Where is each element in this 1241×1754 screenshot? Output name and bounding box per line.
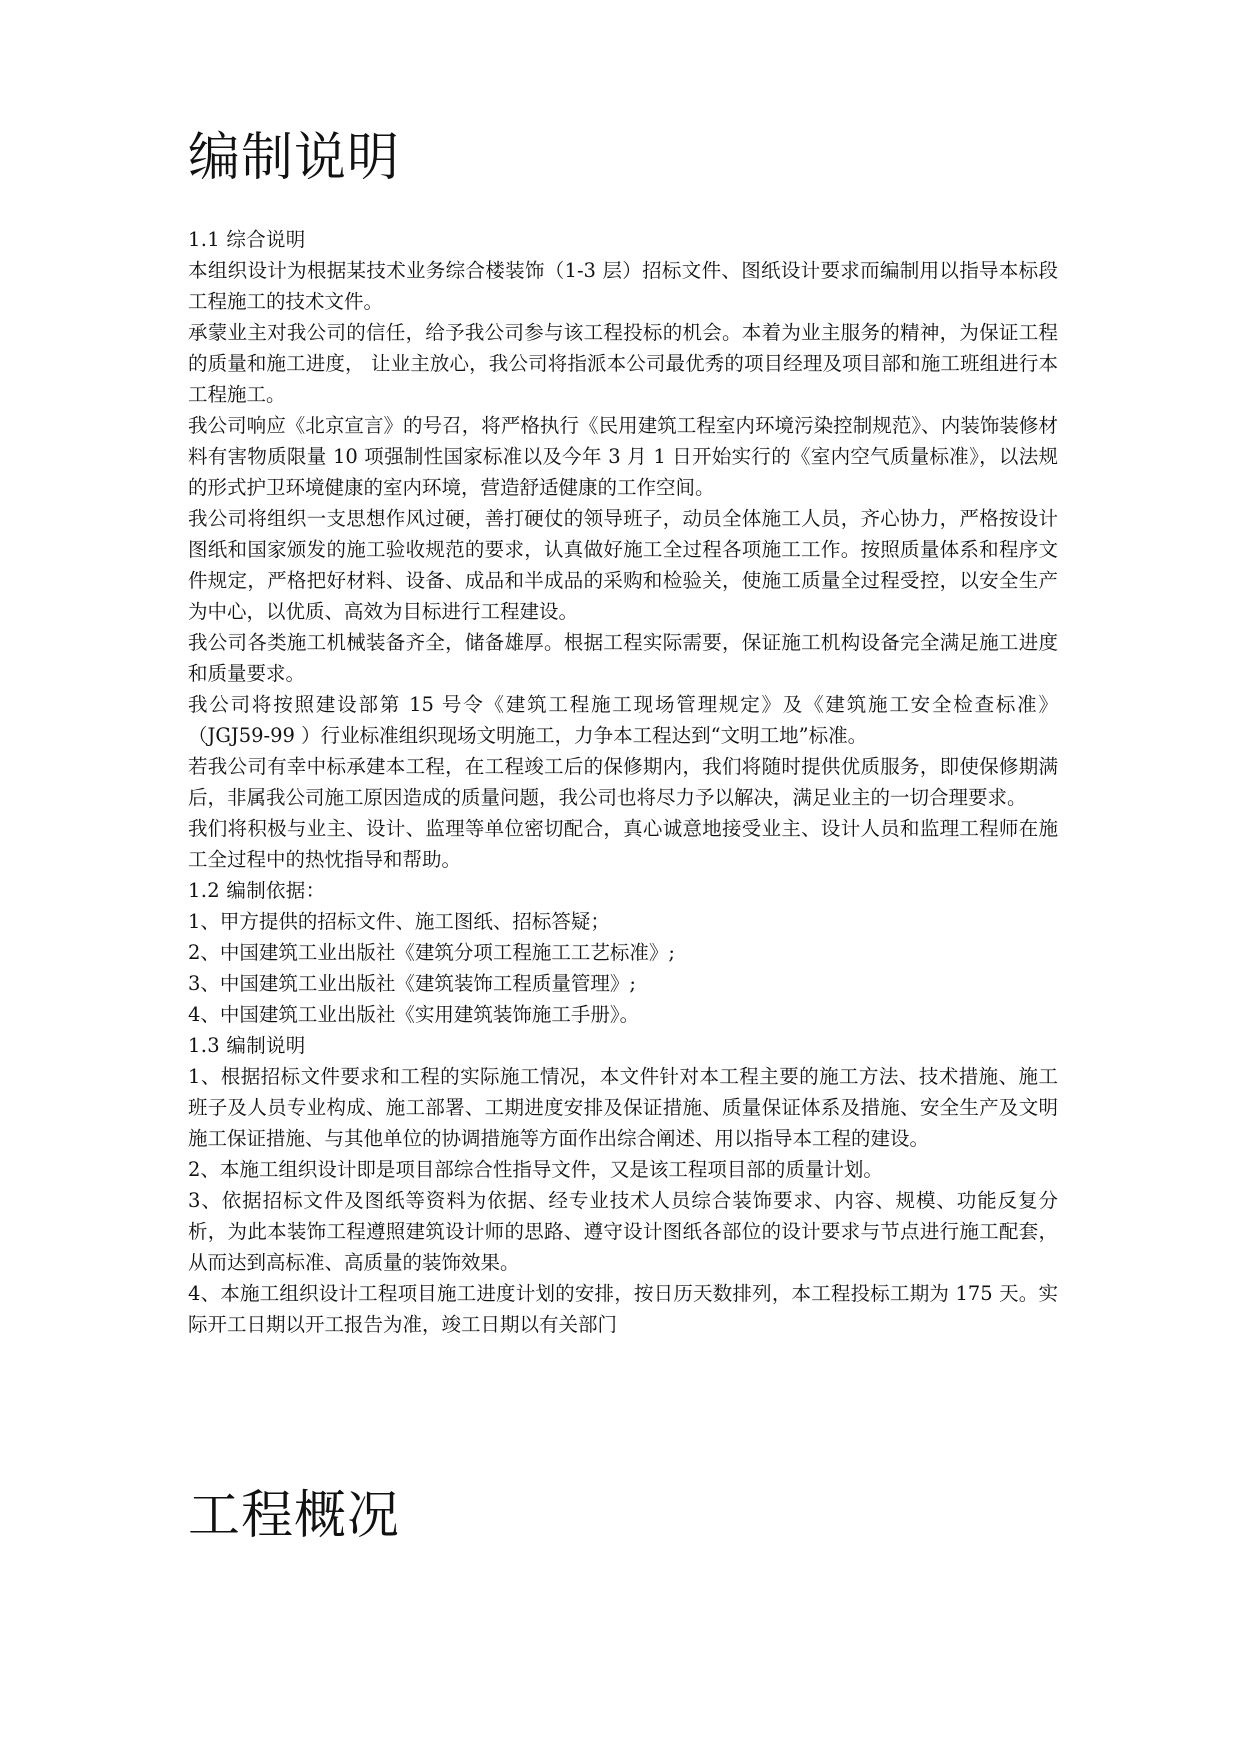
list-item: 3、依据招标文件及图纸等资料为依据、经专业技术人员综合装饰要求、内容、规模、功能反复分析，为此本装饰工程遵照建筑设计师的思路、遵守设计图纸各部位的设计要求与节点进行施工配套，从而达到高标准、高质量的装饰效果。 bbox=[188, 1189, 1058, 1274]
list-item: 2、中国建筑工业出版社《建筑分项工程施工工艺标准》; bbox=[188, 941, 675, 964]
subsection-heading: 1.3 编制说明 bbox=[188, 1034, 306, 1057]
list-item: 3、中国建筑工业出版社《建筑装饰工程质量管理》; bbox=[188, 972, 636, 995]
paragraph: 我公司将组织一支思想作风过硬，善打硬仗的领导班子，动员全体施工人员，齐心协力，严格按设计图纸和国家颁发的施工验收规范的要求，认真做好施工全过程各项施工工作。按照质量体系和程序文件规定，严格把好材料、设备、成品和半成品的采购和检验关，使施工质量全过程受控，以安全生产为中心，以优质、高效为目标进行工程建设。 bbox=[188, 507, 1058, 623]
paragraph: 我公司响应《北京宣言》的号召，将严格执行《民用建筑工程室内环境污染控制规范》、内装饰装修材料有害物质限量 10 项强制性国家标准以及今年 3 月 1 日开始实行的《室内空气质量标准》，以法规的形式护卫环境健康的室内环境，营造舒适健康的工作空间。 bbox=[188, 414, 1058, 499]
list-item: 2、本施工组织设计即是项目部综合性指导文件，又是该工程项目部的质量计划。 bbox=[188, 1158, 883, 1181]
list-item: 4、中国建筑工业出版社《实用建筑装饰施工手册》。 bbox=[188, 1003, 640, 1026]
subsection-heading: 1.2 编制依据： bbox=[188, 879, 326, 902]
document-body bbox=[188, 224, 1058, 1340]
section-heading-project-overview: 工程概况 bbox=[188, 1486, 401, 1546]
paragraph: 承蒙业主对我公司的信任，给予我公司参与该工程投标的机会。本着为业主服务的精神，为保证工程的质量和施工进度， 让业主放心，我公司将指派本公司最优秀的项目经理及项目部和施工班组进行本工程施工。 bbox=[188, 321, 1058, 406]
list-item: 1、甲方提供的招标文件、施工图纸、招标答疑； bbox=[188, 910, 610, 933]
paragraph: 我公司各类施工机械装备齐全，储备雄厚。根据工程实际需要，保证施工机构设备完全满足施工进度和质量要求。 bbox=[188, 631, 1058, 685]
paragraph: 本组织设计为根据某技术业务综合楼装饰（1-3 层）招标文件、图纸设计要求而编制用以指导本标段工程施工的技术文件。 bbox=[188, 259, 1058, 313]
section-heading-compilation-notes: 编制说明 bbox=[188, 128, 401, 188]
list-item: 4、本施工组织设计工程项目施工进度计划的安排，按日历天数排列，本工程投标工期为 175 天。实际开工日期以开工报告为准，竣工日期以有关部门 bbox=[188, 1282, 1058, 1336]
paragraph: 我公司将按照建设部第 15 号令《建筑工程施工现场管理规定》及《建筑施工安全检查标准》（JGJ59-99 ）行业标准组织现场文明施工，力争本工程达到“文明工地”标准。 bbox=[188, 693, 1058, 747]
subsection-heading: 1.1 综合说明 bbox=[188, 228, 306, 251]
list-item: 1、根据招标文件要求和工程的实际施工情况，本文件针对本工程主要的施工方法、技术措施、施工班子及人员专业构成、施工部署、工期进度安排及保证措施、质量保证体系及措施、安全生产及文明施工保证措施、与其他单位的协调措施等方面作出综合阐述、用以指导本工程的建设。 bbox=[188, 1065, 1058, 1150]
paragraph: 若我公司有幸中标承建本工程，在工程竣工后的保修期内，我们将随时提供优质服务，即使保修期满后，非属我公司施工原因造成的质量问题，我公司也将尽力予以解决，满足业主的一切合理要求。 bbox=[188, 755, 1058, 809]
paragraph: 我们将积极与业主、设计、监理等单位密切配合，真心诚意地接受业主、设计人员和监理工程师在施工全过程中的热忱指导和帮助。 bbox=[188, 817, 1058, 871]
